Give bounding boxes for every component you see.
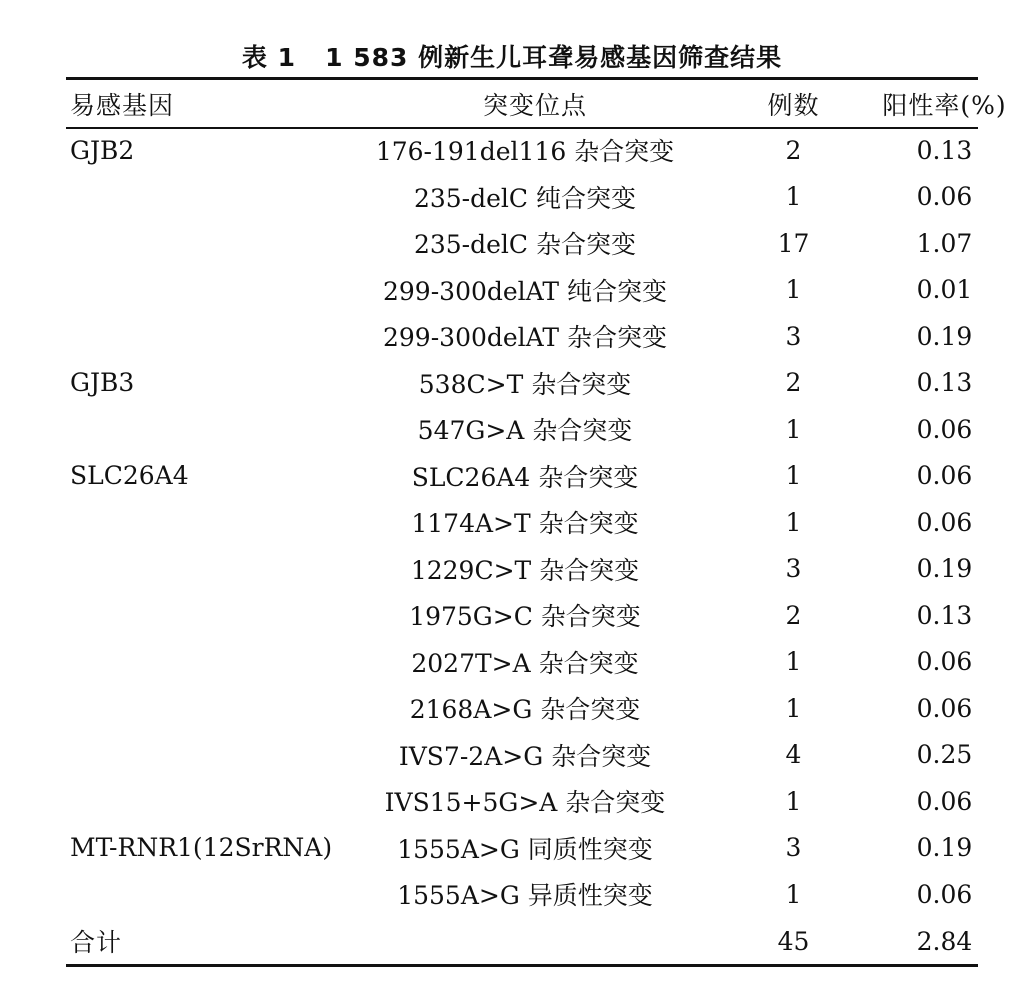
- table-row: [66, 313, 1018, 360]
- rate-cell: 0.13: [916, 600, 973, 630]
- gene-cell: GJB2: [70, 135, 135, 165]
- header-site: 突变位点: [482, 90, 587, 120]
- gene-cell: [66, 313, 370, 360]
- table-row: [66, 685, 1018, 732]
- table-row: [66, 360, 1018, 407]
- rate-cell: 0.06: [916, 461, 973, 491]
- table-row: [66, 546, 1018, 593]
- table-row: [66, 499, 1018, 546]
- table-row: [66, 453, 1018, 500]
- mutation-site-cell: SLC26A4 杂合突变: [411, 462, 639, 492]
- gene-cell: [66, 871, 370, 918]
- mutation-site-cell: 235-delC 纯合突变: [413, 183, 637, 213]
- count-cell: 1: [785, 879, 802, 909]
- table-row: [66, 220, 1018, 267]
- count-cell: 3: [785, 321, 802, 351]
- mutation-site-cell: 299-300delAT 杂合突变: [383, 323, 667, 353]
- table-row: [66, 592, 1018, 639]
- gene-cell: [66, 685, 370, 732]
- count-cell: 1: [785, 647, 802, 677]
- total-row: [66, 918, 1018, 965]
- count-cell: 1: [785, 786, 802, 816]
- rate-cell: 0.06: [916, 693, 973, 723]
- header-gene: 易感基因: [70, 90, 175, 120]
- mutation-site-cell: IVS15+5G>A 杂合突变: [384, 788, 666, 818]
- gene-cell: GJB3: [70, 368, 135, 398]
- count-cell: 2: [785, 600, 802, 630]
- gene-cell: [66, 778, 370, 825]
- gene-cell: SLC26A4: [70, 461, 189, 491]
- rate-cell: 0.01: [916, 275, 973, 305]
- table-footer: [66, 918, 1018, 965]
- count-cell: 2: [785, 368, 802, 398]
- mutation-site-cell: 299-300delAT 纯合突变: [383, 276, 667, 306]
- mutation-site-cell: 1174A>T 杂合突变: [411, 509, 639, 539]
- rate-cell: 1.07: [916, 228, 973, 258]
- mutation-site-cell: 538C>T 杂合突变: [418, 369, 632, 399]
- gene-cell: [66, 499, 370, 546]
- rate-cell: 0.13: [916, 135, 973, 165]
- gene-cell: [66, 220, 370, 267]
- gene-cell: [66, 546, 370, 593]
- mutation-site-cell: 1975G>C 杂合突变: [409, 602, 641, 632]
- count-cell: 3: [785, 833, 802, 863]
- mutation-site-cell: 235-delC 杂合突变: [413, 230, 637, 260]
- count-cell: 4: [785, 740, 802, 770]
- rate-cell: 0.06: [916, 182, 973, 212]
- rate-cell: 0.06: [916, 786, 973, 816]
- total-site-empty: [370, 918, 700, 965]
- gene-cell: [66, 592, 370, 639]
- total-count: 45: [777, 926, 810, 956]
- table-row: [66, 267, 1018, 314]
- mutation-site-cell: 1555A>G 异质性突变: [397, 881, 653, 911]
- mutation-site-cell: 2168A>G 杂合突变: [409, 695, 641, 725]
- count-cell: 17: [777, 228, 810, 258]
- gene-cell: [66, 639, 370, 686]
- table-row: [66, 639, 1018, 686]
- gene-cell: [66, 406, 370, 453]
- header-rate: 阳性率(%): [882, 90, 1007, 120]
- gene-cell: [66, 267, 370, 314]
- count-cell: 1: [785, 414, 802, 444]
- table-row: [66, 174, 1018, 221]
- table-header: [66, 80, 1018, 127]
- rate-cell: 0.13: [916, 368, 973, 398]
- table-row: [66, 871, 1018, 918]
- count-cell: 1: [785, 461, 802, 491]
- header-count: 例数: [767, 90, 820, 120]
- gene-cell: MT-RNR1(12SrRNA): [70, 833, 333, 863]
- mutation-site-cell: 1555A>G 同质性突变: [397, 834, 653, 864]
- count-cell: 2: [785, 135, 802, 165]
- count-cell: 1: [785, 693, 802, 723]
- mutation-site-cell: 2027T>A 杂合突变: [411, 648, 639, 678]
- count-cell: 3: [785, 554, 802, 584]
- rate-cell: 0.06: [916, 414, 973, 444]
- mutation-site-cell: IVS7-2A>G 杂合突变: [398, 741, 652, 771]
- table-row: [66, 778, 1018, 825]
- rate-cell: 0.06: [916, 507, 973, 537]
- count-cell: 1: [785, 507, 802, 537]
- rate-cell: 0.19: [916, 321, 973, 351]
- rate-cell: 0.25: [916, 740, 973, 770]
- screening-results-table: [66, 80, 1018, 965]
- mutation-site-cell: 1229C>T 杂合突变: [410, 555, 640, 585]
- table-row: [66, 732, 1018, 779]
- total-label: 合计: [70, 928, 123, 957]
- mutation-site-cell: 547G>A 杂合突变: [417, 416, 633, 446]
- table-row: [66, 127, 1018, 174]
- rate-cell: 0.06: [916, 647, 973, 677]
- table-caption: 表 1 1 583 例新生儿耳聋易感基因筛查结果: [241, 43, 783, 72]
- table-row: [66, 406, 1018, 453]
- rate-cell: 0.06: [916, 879, 973, 909]
- header-row: [66, 80, 1018, 127]
- gene-cell: [66, 174, 370, 221]
- mutation-site-cell: 176-191del116 杂合突变: [375, 137, 675, 167]
- rate-cell: 0.19: [916, 833, 973, 863]
- table-row: [66, 825, 1018, 872]
- gene-cell: [66, 732, 370, 779]
- count-cell: 1: [785, 275, 802, 305]
- count-cell: 1: [785, 182, 802, 212]
- table-body: [66, 127, 1018, 918]
- rate-cell: 0.19: [916, 554, 973, 584]
- total-rate: 2.84: [916, 926, 973, 956]
